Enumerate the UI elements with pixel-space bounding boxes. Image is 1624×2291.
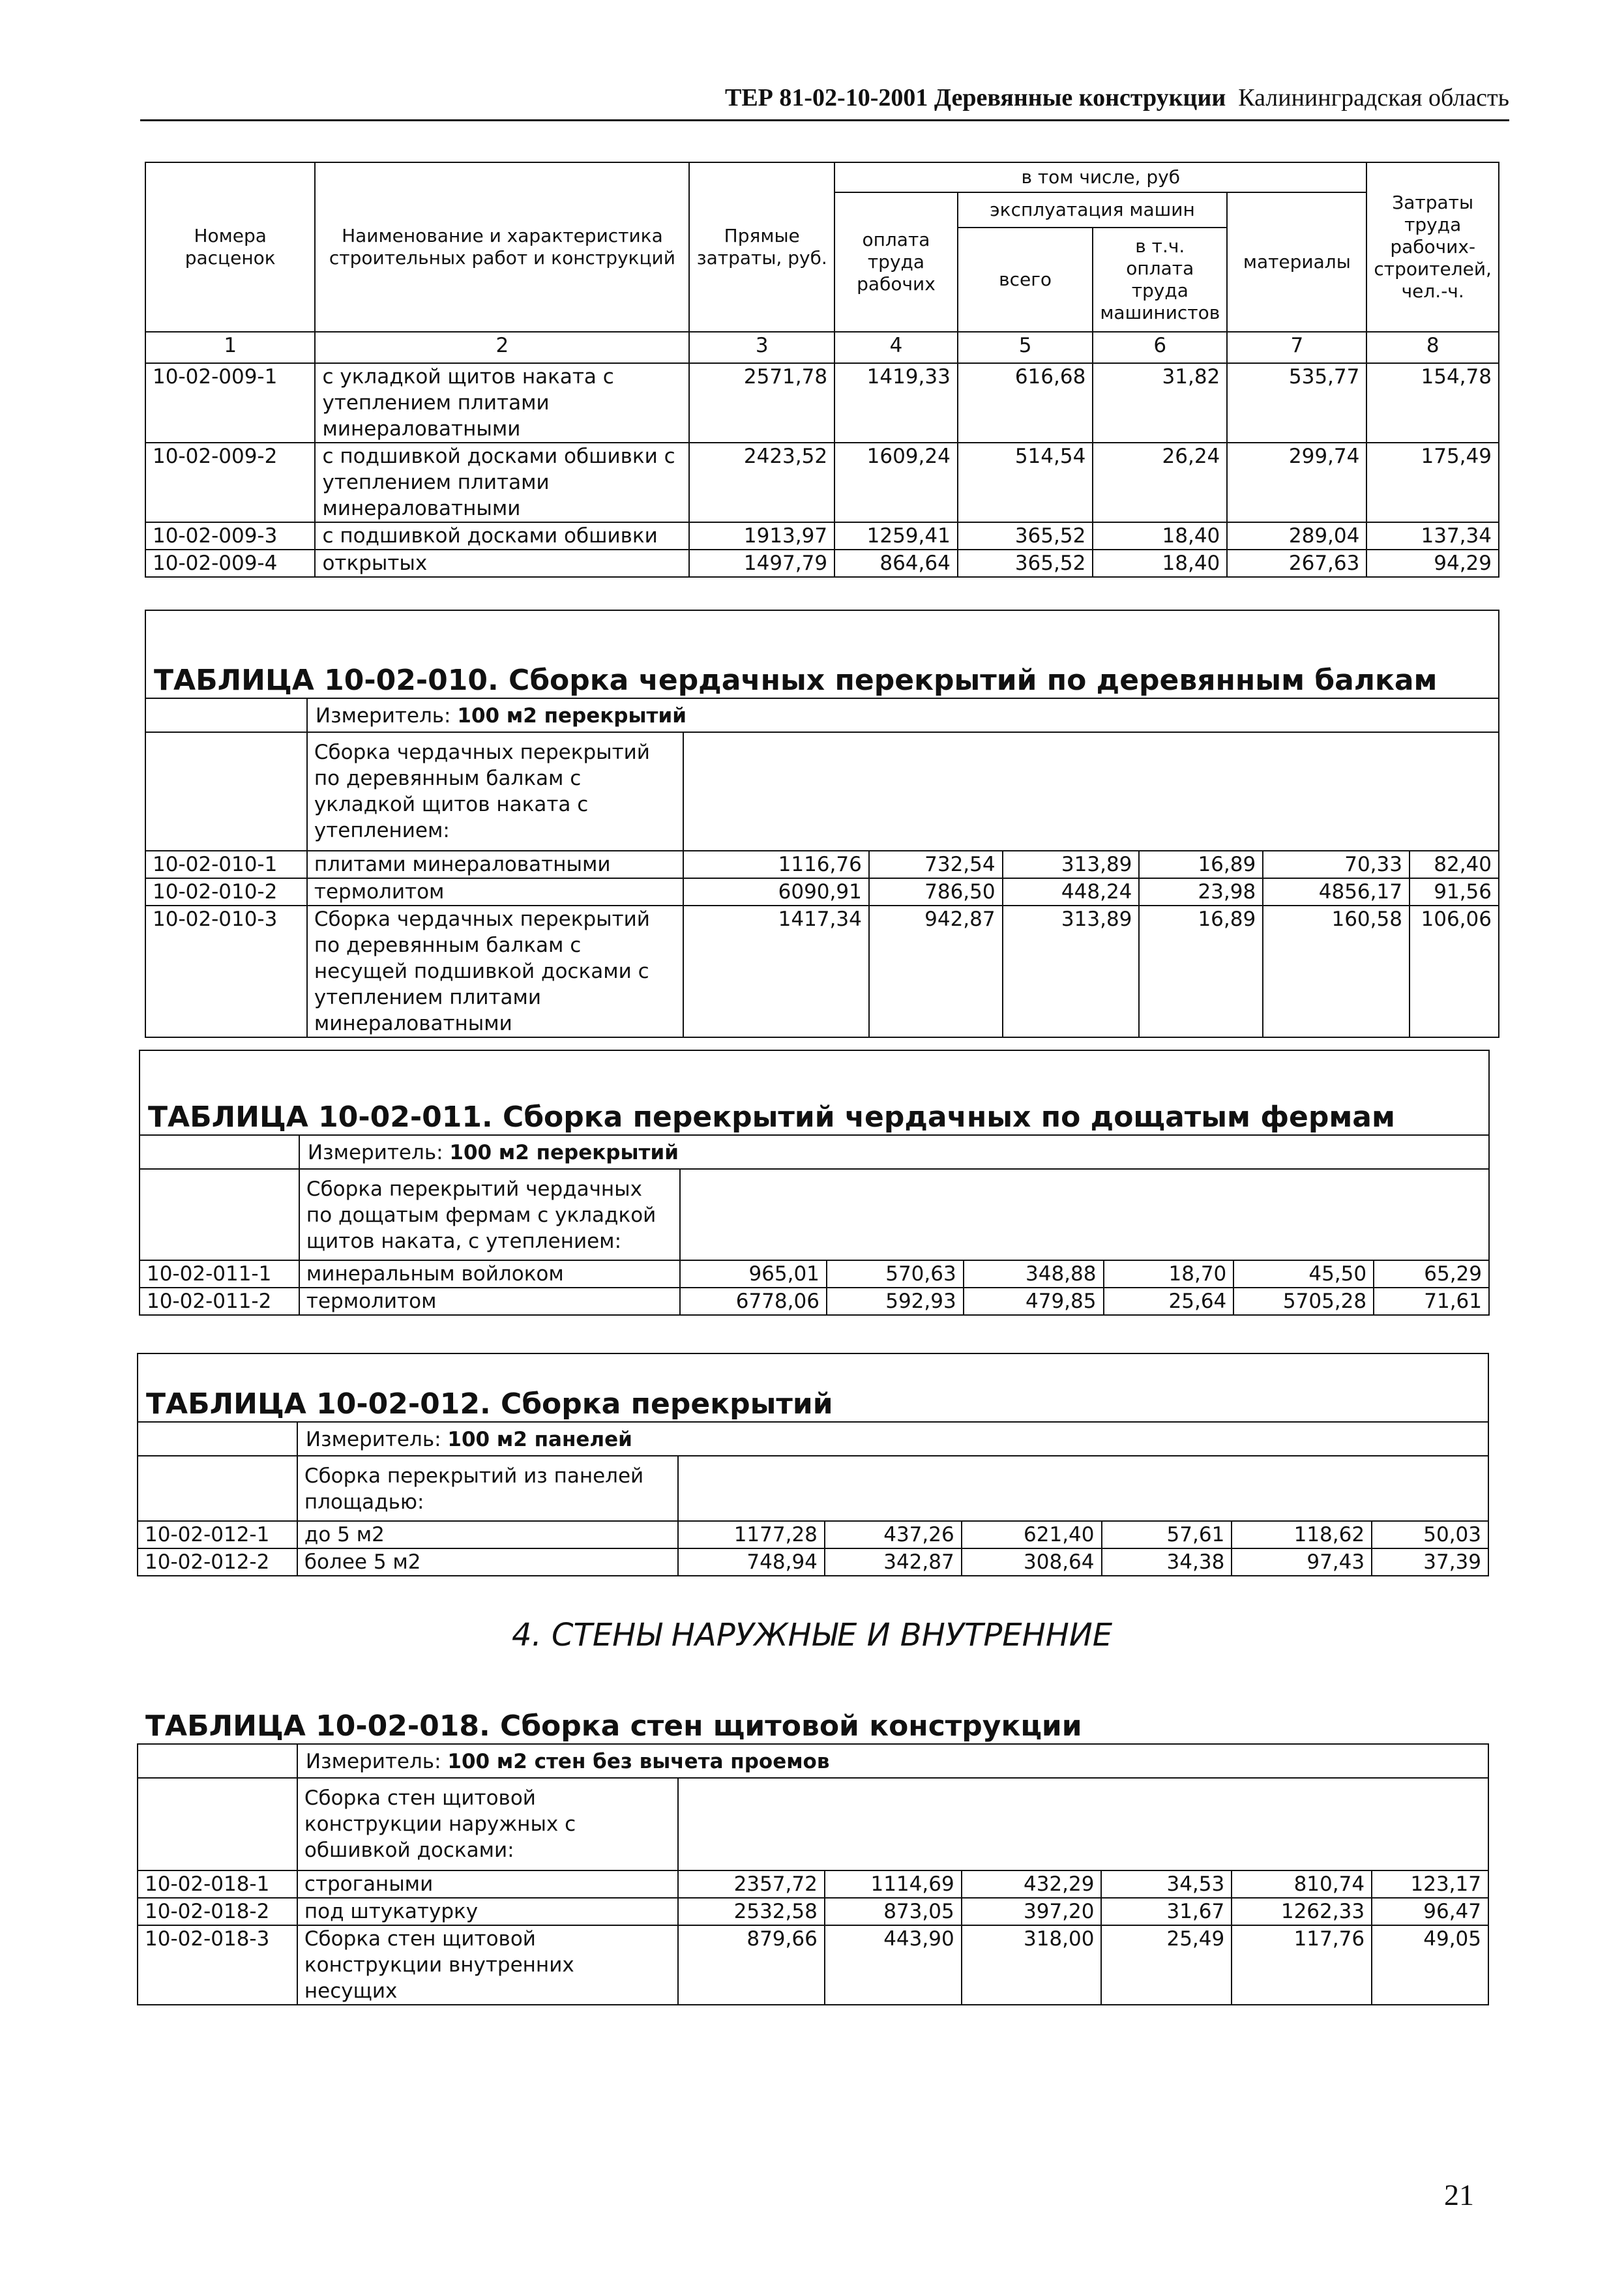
measure: [299, 1135, 1489, 1169]
rates-table-018: [137, 1679, 1489, 2005]
col-num: 6: [1093, 332, 1227, 363]
labor-cost: 942,87: [869, 906, 1003, 1037]
machines-cost: 479,85: [964, 1288, 1104, 1315]
rate-name: с подшивкой досками обшивки: [315, 522, 689, 550]
rate-name: Сборка чердачных перекрытий по деревянным балкам с несущей подшивкой досками с утеплением плитами минераловатными: [307, 906, 683, 1037]
machines-cost: 397,20: [962, 1898, 1102, 1925]
direct-cost: 1913,97: [689, 522, 834, 550]
col-num: 7: [1227, 332, 1366, 363]
col-name-header: Наименование и характеристика строительных работ и конструкций: [315, 162, 689, 332]
col-num: 1: [145, 332, 315, 363]
rate-code: 10-02-018-2: [138, 1898, 297, 1925]
table-row: [138, 1898, 1488, 1925]
table-title: ТАБЛИЦА 10-02-018. Сборка стен щитовой конструкции: [145, 1709, 1082, 1743]
group-intro: Сборка перекрытий из панелей площадью:: [297, 1456, 678, 1521]
operators-cost: 34,38: [1102, 1548, 1232, 1576]
materials-cost: 117,76: [1232, 1925, 1372, 2005]
col-incl-header: в том числе, руб: [834, 162, 1366, 192]
operators-cost: 16,89: [1139, 851, 1263, 878]
materials-cost: 70,33: [1263, 851, 1410, 878]
materials-cost: 299,74: [1227, 443, 1366, 522]
table-row: [140, 1260, 1489, 1288]
machines-cost: 514,54: [958, 443, 1093, 522]
measure-value: 100 м2 стен без вычета проемов: [447, 1750, 830, 1773]
workers-hours: 154,78: [1366, 363, 1499, 443]
machines-cost: 448,24: [1003, 878, 1140, 906]
workers-hours: 82,40: [1410, 851, 1499, 878]
operators-cost: 26,24: [1093, 443, 1227, 522]
operators-cost: 18,40: [1093, 550, 1227, 577]
labor-cost: 342,87: [825, 1548, 962, 1576]
col-materials-header: материалы: [1227, 192, 1366, 332]
direct-cost: 2423,52: [689, 443, 834, 522]
doc-code: ТЕР 81-02-10-2001: [724, 84, 928, 111]
rate-code: 10-02-012-2: [138, 1548, 297, 1576]
table-row: [145, 851, 1499, 878]
rate-name: до 5 м2: [297, 1521, 678, 1548]
col-num: 5: [958, 332, 1093, 363]
operators-cost: 25,64: [1104, 1288, 1234, 1315]
rates-table-009: [145, 162, 1499, 578]
table-row: [145, 443, 1499, 522]
machines-cost: 616,68: [958, 363, 1093, 443]
rate-name: термолитом: [307, 878, 683, 906]
rate-code: 10-02-010-1: [145, 851, 307, 878]
col-workers-header: Затраты труда рабочих-строителей, чел.-ч.: [1366, 162, 1499, 332]
header-rule: [140, 119, 1509, 121]
materials-cost: 267,63: [1227, 550, 1366, 577]
rate-code: 10-02-018-3: [138, 1925, 297, 2005]
col-total-header: всего: [958, 228, 1093, 332]
group-intro: Сборка чердачных перекрытий по деревянным балкам с укладкой щитов наката с утеплением:: [307, 732, 683, 851]
col-num: 8: [1366, 332, 1499, 363]
measure-label: Измеритель:: [305, 1750, 441, 1773]
workers-hours: 175,49: [1366, 443, 1499, 522]
labor-cost: 1114,69: [825, 1870, 962, 1898]
operators-cost: 34,53: [1101, 1870, 1232, 1898]
machines-cost: 313,89: [1003, 906, 1140, 1037]
rate-name: минеральным войлоком: [299, 1260, 680, 1288]
region: Калининградская область: [1238, 84, 1509, 111]
table-title: ТАБЛИЦА 10-02-011. Сборка перекрытий чердачных по дощатым фермам: [140, 1050, 1489, 1135]
table-row: [145, 906, 1499, 1037]
measure-label: Измеритель:: [305, 1428, 441, 1451]
workers-hours: 123,17: [1372, 1870, 1488, 1898]
col-operators-header: в т.ч. оплата труда машинистов: [1093, 228, 1227, 332]
direct-cost: 1177,28: [678, 1521, 825, 1548]
direct-cost: 6090,91: [683, 878, 869, 906]
measure-value: 100 м2 перекрытий: [449, 1141, 679, 1164]
measure-value: 100 м2 перекрытий: [457, 704, 687, 728]
direct-cost: 2571,78: [689, 363, 834, 443]
col-num: 2: [315, 332, 689, 363]
direct-cost: 2532,58: [678, 1898, 825, 1925]
labor-cost: 864,64: [834, 550, 958, 577]
measure-label: Измеритель:: [315, 704, 451, 728]
workers-hours: 65,29: [1374, 1260, 1489, 1288]
table-row: [145, 550, 1499, 577]
table-row: [145, 363, 1499, 443]
col-labor-header: оплата труда рабочих: [834, 192, 958, 332]
rate-code: 10-02-009-2: [145, 443, 315, 522]
rate-name: термолитом: [299, 1288, 680, 1315]
rates-table-011: [139, 1050, 1490, 1316]
labor-cost: 437,26: [825, 1521, 962, 1548]
materials-cost: 289,04: [1227, 522, 1366, 550]
rate-name: Сборка стен щитовой конструкции внутренних несущих: [297, 1925, 678, 2005]
measure-label: Измеритель:: [307, 1141, 443, 1164]
doc-title: Деревянные конструкции: [934, 84, 1226, 111]
rate-code: 10-02-011-2: [140, 1288, 299, 1315]
materials-cost: 118,62: [1232, 1521, 1372, 1548]
direct-cost: 748,94: [678, 1548, 825, 1576]
rate-name: плитами минераловатными: [307, 851, 683, 878]
machines-cost: 313,89: [1003, 851, 1140, 878]
table-row: [145, 522, 1499, 550]
operators-cost: 18,70: [1104, 1260, 1234, 1288]
labor-cost: 732,54: [869, 851, 1003, 878]
workers-hours: 71,61: [1374, 1288, 1489, 1315]
operators-cost: 18,40: [1093, 522, 1227, 550]
direct-cost: 2357,72: [678, 1870, 825, 1898]
workers-hours: 91,56: [1410, 878, 1499, 906]
rate-name: с подшивкой досками обшивки с утеплением плитами минераловатными: [315, 443, 689, 522]
table-row: [138, 1870, 1488, 1898]
rate-name: с укладкой щитов наката с утеплением плитами минераловатными: [315, 363, 689, 443]
direct-cost: 1497,79: [689, 550, 834, 577]
rates-table-012: [137, 1353, 1489, 1576]
direct-cost: 1417,34: [683, 906, 869, 1037]
labor-cost: 786,50: [869, 878, 1003, 906]
col-direct-header: Прямые затраты, руб.: [689, 162, 834, 332]
direct-cost: 1116,76: [683, 851, 869, 878]
rate-code: 10-02-010-2: [145, 878, 307, 906]
direct-cost: 879,66: [678, 1925, 825, 2005]
rates-table-010: [145, 610, 1499, 1038]
table-row: [138, 1521, 1488, 1548]
workers-hours: 137,34: [1366, 522, 1499, 550]
measure: [307, 698, 1499, 732]
machines-cost: 621,40: [962, 1521, 1102, 1548]
machines-cost: 348,88: [964, 1260, 1104, 1288]
labor-cost: 1259,41: [834, 522, 958, 550]
section-heading: 4. СТЕНЫ НАРУЖНЫЕ И ВНУТРЕННИЕ: [511, 1617, 1113, 1653]
direct-cost: 6778,06: [680, 1288, 827, 1315]
labor-cost: 592,93: [827, 1288, 964, 1315]
measure: [297, 1422, 1488, 1456]
rate-name: более 5 м2: [297, 1548, 678, 1576]
labor-cost: 443,90: [825, 1925, 962, 2005]
operators-cost: 31,67: [1101, 1898, 1232, 1925]
workers-hours: 37,39: [1372, 1548, 1488, 1576]
workers-hours: 49,05: [1372, 1925, 1488, 2005]
col-num: 3: [689, 332, 834, 363]
machines-cost: 308,64: [962, 1548, 1102, 1576]
table-title: ТАБЛИЦА 10-02-010. Сборка чердачных перекрытий по деревянным балкам: [145, 610, 1499, 698]
materials-cost: 535,77: [1227, 363, 1366, 443]
machines-cost: 432,29: [962, 1870, 1102, 1898]
materials-cost: 160,58: [1263, 906, 1410, 1037]
rate-code: 10-02-018-1: [138, 1870, 297, 1898]
rate-code: 10-02-011-1: [140, 1260, 299, 1288]
rate-name: строгаными: [297, 1870, 678, 1898]
operators-cost: 31,82: [1093, 363, 1227, 443]
col-code-header: Номера расценок: [145, 162, 315, 332]
labor-cost: 1419,33: [834, 363, 958, 443]
page-header: [140, 83, 1509, 123]
operators-cost: 23,98: [1139, 878, 1263, 906]
materials-cost: 1262,33: [1232, 1898, 1372, 1925]
workers-hours: 50,03: [1372, 1521, 1488, 1548]
materials-cost: 5705,28: [1233, 1288, 1374, 1315]
labor-cost: 570,63: [827, 1260, 964, 1288]
workers-hours: 106,06: [1410, 906, 1499, 1037]
measure-value: 100 м2 панелей: [447, 1428, 632, 1451]
direct-cost: 965,01: [680, 1260, 827, 1288]
rate-name: открытых: [315, 550, 689, 577]
page-number: 21: [1444, 2178, 1474, 2211]
materials-cost: 97,43: [1232, 1548, 1372, 1576]
measure: [297, 1744, 1488, 1778]
rate-code: 10-02-009-4: [145, 550, 315, 577]
machines-cost: 318,00: [962, 1925, 1102, 2005]
machines-cost: 365,52: [958, 522, 1093, 550]
workers-hours: 94,29: [1366, 550, 1499, 577]
group-intro: Сборка стен щитовой конструкции наружных с обшивкой досками:: [297, 1778, 678, 1870]
table-row: [138, 1548, 1488, 1576]
group-intro: Сборка перекрытий чердачных по дощатым фермам с укладкой щитов наката, с утеплением:: [299, 1169, 680, 1260]
workers-hours: 96,47: [1372, 1898, 1488, 1925]
table-row: [145, 878, 1499, 906]
rate-code: 10-02-009-3: [145, 522, 315, 550]
rate-code: 10-02-012-1: [138, 1521, 297, 1548]
table-row: [140, 1288, 1489, 1315]
machines-cost: 365,52: [958, 550, 1093, 577]
col-num: 4: [834, 332, 958, 363]
materials-cost: 45,50: [1233, 1260, 1374, 1288]
labor-cost: 1609,24: [834, 443, 958, 522]
col-machines-header: эксплуатация машин: [958, 192, 1227, 228]
materials-cost: 4856,17: [1263, 878, 1410, 906]
rate-name: под штукатурку: [297, 1898, 678, 1925]
table-row: [138, 1925, 1488, 2005]
operators-cost: 16,89: [1139, 906, 1263, 1037]
materials-cost: 810,74: [1232, 1870, 1372, 1898]
operators-cost: 25,49: [1101, 1925, 1232, 2005]
operators-cost: 57,61: [1102, 1521, 1232, 1548]
labor-cost: 873,05: [825, 1898, 962, 1925]
rate-code: 10-02-009-1: [145, 363, 315, 443]
rate-code: 10-02-010-3: [145, 906, 307, 1037]
table-title: ТАБЛИЦА 10-02-012. Сборка перекрытий: [138, 1353, 1488, 1422]
